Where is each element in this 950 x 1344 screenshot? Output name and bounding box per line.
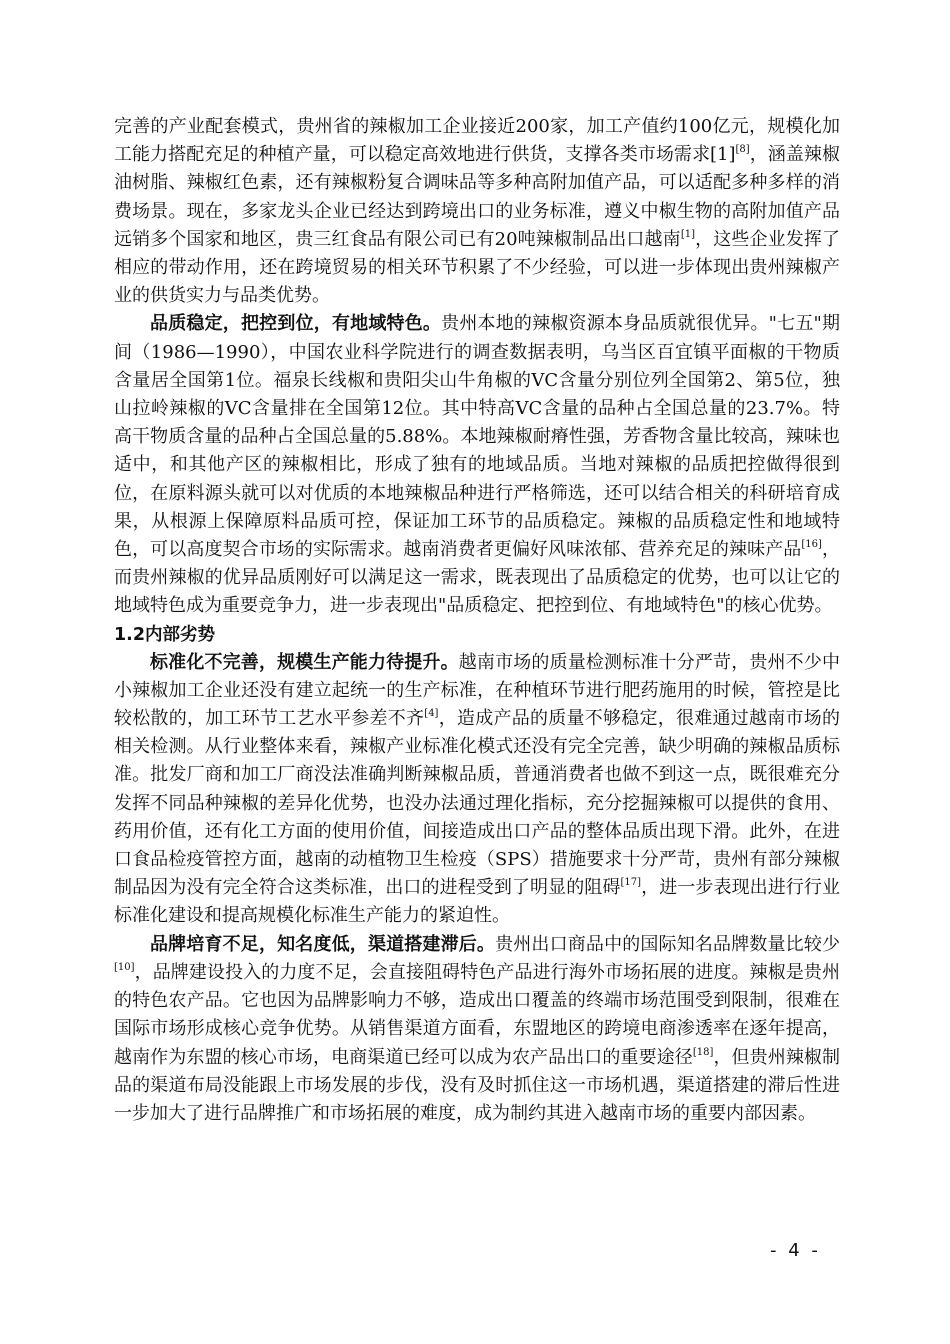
- citation: [17]: [620, 877, 642, 889]
- citation: [10]: [114, 961, 135, 973]
- paragraph-lead: 品牌培育不足，知名度低，渠道搭建滞后。: [150, 933, 496, 955]
- text-run: ，涵盖辣椒油树脂、辣椒红色素，还有辣椒粉复合调味品等多种高附加值产品，可以适配多种多样的消费场景。现在，多家龙头企业已经达到跨境出口的业务标准，遵义中椒生物的高附加值产品远销多个国家和地区，贵三红食品有限公司已有20吨辣椒制品出口越南: [114, 144, 840, 250]
- paragraph-quality: [114, 310, 840, 620]
- citation: [4]: [424, 708, 439, 720]
- citation: [16]: [801, 539, 822, 551]
- page-number: - 4 -: [770, 1240, 821, 1261]
- citation: [1]: [680, 228, 695, 240]
- text-run: ，这些企业发挥了相应的带动作用，还在跨境贸易的相关环节积累了不少经验，可以进一步体现出贵州辣椒产业的供货实力与品类优势。: [114, 228, 841, 307]
- text-run: 贵州本地的辣椒资源本身品质就很优异。"七五"期间（1986—1990），中国农业科学院进行的调查数据表明，乌当区百宜镇平面椒的干物质含量居全国第1位。福泉长线椒和贵阳尖山牛角椒的VC含量分别位列全国第2、第5位，独山拉岭辣椒的VC含量排在全国第12位。其中特高VC含量的品种占全国总量的23.7%。特高干物质含量的品种占全国总量的5.88%。本地辣椒耐瘠性强，芳香物含量比较高，辣味也适中，和其他产区的辣椒相比，形成了独有的地域品质。当地对辣椒的品质把控做得很到位，在原料源头就可以对优质的本地辣椒品种进行严格筛选，还可以结合相关的科研培育成果，从根源上保障原料品质可控，保证加工环节的品质稳定。辣椒的品质稳定性和地域特色，可以高度契合市场的实际需求。越南消费者更偏好风味浓郁、营养充足的辣味产品: [114, 313, 841, 561]
- paragraph-lead: 品质稳定，把控到位，有地域特色。: [150, 313, 442, 335]
- text-run: 越南市场的质量检测标准十分严苛，贵州不少中小辣椒加工企业还没有建立起统一的生产标准，在种植环节进行肥药施用的时候，管控是比较松散的，加工环节工艺水平参差不齐: [114, 651, 841, 730]
- text-run: ，但贵州辣椒制品的渠道布局没能跟上市场发展的步伐，没有及时抓住这一市场机遇，渠道搭建的滞后性进一步加大了进行品牌推广和市场拓展的难度，成为制约其进入越南市场的重要内部因素。: [114, 1046, 840, 1124]
- paragraph-branding: [114, 931, 840, 1128]
- citation: [18]: [692, 1046, 714, 1058]
- section-heading: 1.2内部劣势: [114, 624, 216, 645]
- text-run: ，而贵州辣椒的优异品质刚好可以满足这一需求，既表现出了品质稳定的优势，也可以让它的地域特色成为重要竞争力，进一步表现出"品质稳定、把控到位、有地域特色"的核心优势。: [114, 539, 841, 617]
- citation: [8]: [735, 144, 750, 156]
- text-run: 贵州出口商品中的国际知名品牌数量比较少: [495, 933, 841, 955]
- document-body: [114, 113, 840, 1128]
- text-run: ，进一步表现出进行行业标准化建设和提高规模化标准生产能力的紧迫性。: [114, 877, 841, 927]
- paragraph-lead: 标准化不完善，规模生产能力待提升。: [150, 651, 459, 673]
- text-run: ，造成产品的质量不够稳定，很难通过越南市场的相关检测。从行业整体来看，辣椒产业标准化模式还没有完全完善，缺少明确的辣椒品质标准。批发厂商和加工厂商没法准确判断辣椒品质，普通消费者也做不到这一点，既很难充分发挥不同品种辣椒的差异化优势，也没办法通过理化指标，充分挖掘辣椒可以提供的食用、药用价值，还有化工方面的使用价值，间接造成出口产品的整体品质出现下滑。此外，在进口食品检疫管控方面，越南的动植物卫生检疫（SPS）措施要求十分严苛，贵州有部分辣椒制品因为没有完全符合这类标准，出口的进程受到了明显的阻碍: [114, 708, 841, 899]
- paragraph-standardization: [114, 649, 840, 931]
- paragraph-industry-support: [114, 113, 840, 310]
- text-run: 完善的产业配套模式，贵州省的辣椒加工企业接近200家，加工产值约100亿元，规模化加工能力搭配充足的种植产量，可以稳定高效地进行供货，支撑各类市场需求[1]: [114, 116, 840, 166]
- text-run: ，品牌建设投入的力度不足，会直接阻碍特色产品进行海外市场拓展的进度。辣椒是贵州的特色农产品。它也因为品牌影响力不够，造成出口覆盖的终端市场范围受到限制，很难在国际市场形成核心竞争优势。从销售渠道方面看，东盟地区的跨境电商渗透率在逐年提高，越南作为东盟的核心市场，电商渠道已经可以成为农产品出口的重要途径: [114, 961, 840, 1068]
